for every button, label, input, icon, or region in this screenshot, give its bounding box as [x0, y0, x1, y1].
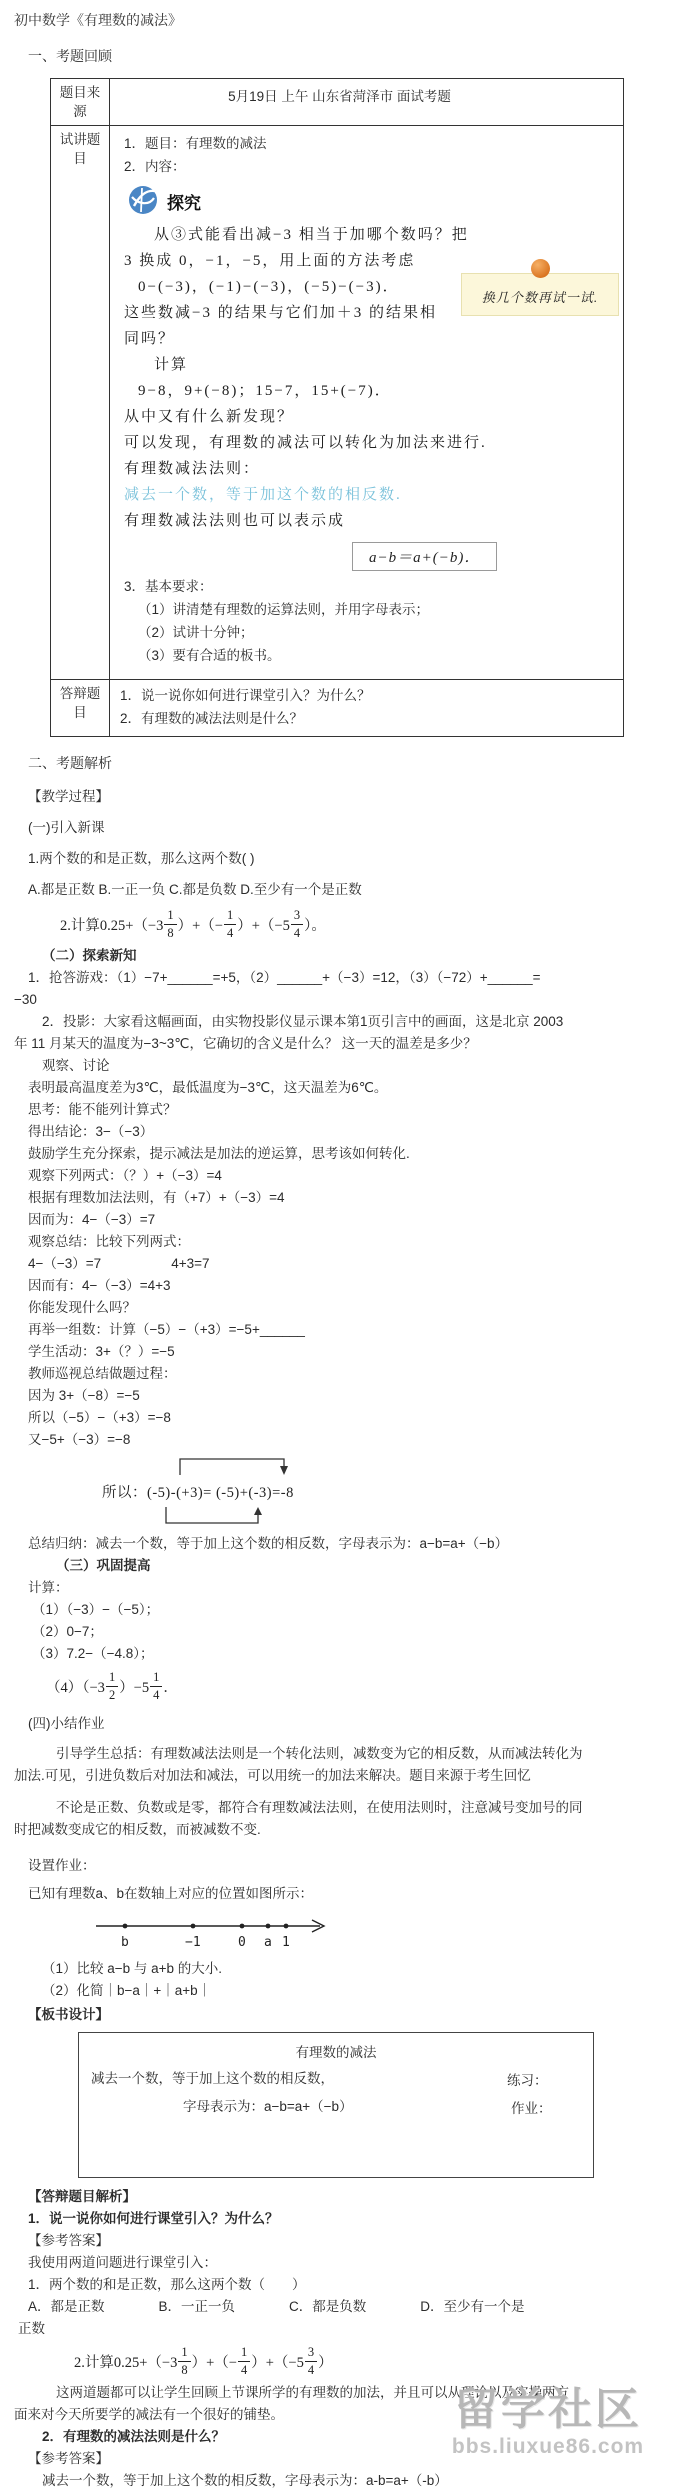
process-line: −30 — [14, 992, 37, 1007]
homework-item: （1）比较 a−b 与 a+b 的大小. — [42, 1961, 223, 1976]
homework-intro: 已知有理数a、b在数轴上对应的位置如图所示： — [28, 1886, 314, 1901]
excerpt-line: 从③式能看出减−3 相当于加哪个数吗？把 — [154, 227, 469, 243]
bottom-arrow — [162, 1503, 266, 1527]
process-line: 观察、讨论 — [42, 1058, 110, 1073]
reference-answer-label: 【参考答案】 — [28, 2451, 109, 2466]
process-line: 再举一组数：计算（−5）−（+3）=−5+______ — [28, 1322, 305, 1337]
calc-formula-2 — [74, 2346, 673, 2376]
note-paragraph-line: 不论是正数、负数或是零，都符合有理数减法法则，在使用法则时，注意减号变加号的同 — [56, 1800, 583, 1815]
answer-intro: 我使用两道问题进行课堂引入： — [28, 2255, 217, 2270]
excerpt-line: 计算 — [154, 357, 189, 373]
note-paragraph-line: 时把减数变成它的相反数，而被减数不变. — [14, 1822, 261, 1837]
math-text: ）+（− — [177, 917, 223, 934]
math-text: 2.计算0.25+（−3 — [74, 2354, 178, 2371]
defense-label: 答辩题目 — [51, 680, 110, 737]
answer-options: A．都是正数 B．一正一负 C．都是负数 D．至少有一个是 — [28, 2299, 525, 2314]
board-rule-line: 减去一个数，等于加上这个数的相反数， — [91, 2071, 334, 2086]
requirement-line: （2）试讲十分钟； — [138, 625, 254, 640]
subtraction-rule-highlight: 减去一个数，等于加这个数的相反数. — [124, 487, 402, 503]
fraction: $\frac{3}{4}$ — [305, 2346, 317, 2376]
part3-heading: （三）巩固提高 — [56, 1558, 151, 1573]
board-design-box — [78, 2032, 594, 2178]
section-heading-analysis: 二、考题解析 — [28, 755, 112, 771]
excerpt-line: 9−8，9+(−8)；15−7，15+(−7)． — [138, 383, 392, 399]
process-line: 2．投影：大家看这幅画面，由实物投影仪显示课本第1页引言中的画面，这是北京 2003 — [42, 1014, 564, 1029]
source-label: 题目来源 — [51, 79, 110, 126]
fraction: $\frac{1}{4}$ — [238, 2346, 250, 2376]
table-row — [51, 79, 624, 126]
defense-analysis-heading: 【答辩题目解析】 — [28, 2189, 136, 2204]
process-line: 又−5+（−3）=−8 — [28, 1432, 131, 1447]
math-text: ）−5 — [119, 1679, 150, 1696]
requirement-line: （1）讲清楚有理数的运算法则，并用字母表示； — [138, 602, 430, 617]
math-text: ）+（− — [191, 2354, 237, 2371]
part2-heading: （二）探索新知 — [42, 948, 137, 963]
process-line: 得出结论：3−（−3） — [28, 1124, 154, 1139]
exercise-4 — [46, 1671, 673, 1701]
calc-formula-1 — [60, 909, 673, 939]
defense-content-cell — [110, 680, 624, 737]
process-line: 因为 3+（−8）=−5 — [28, 1388, 140, 1403]
process-line: 你能发现什么吗？ — [28, 1300, 136, 1315]
rule-also-line: 有理数减法法则也可以表示成 — [124, 513, 346, 529]
table-row — [51, 126, 624, 680]
answer-options-wrap: 正数 — [18, 2321, 45, 2336]
process-line: 鼓励学生充分探索，提示减法是加法的逆运算，思考该如何转化. — [28, 1146, 410, 1161]
watermark-logo-text: 留学社区 — [454, 2385, 642, 2434]
process-line: 因而有：4−（−3）=4+3 — [28, 1278, 171, 1293]
comparison-right: 4+3=7 — [171, 1256, 210, 1271]
process-line: 学生活动：3+（？）=−5 — [28, 1344, 175, 1359]
comparison-line — [28, 1253, 673, 1275]
comparison-left: 4−（−3）=7 — [28, 1256, 102, 1271]
part4-heading: (四)小结作业 — [28, 1716, 105, 1731]
excerpt-line: 同吗？ — [124, 331, 176, 347]
trial-content-cell — [110, 126, 624, 680]
answer-question: 1．两个数的和是正数，那么这两个数（ ） — [28, 2277, 306, 2292]
excerpt-line: 0−(−3)，(−1)−(−3)，(−5)−(−3)． — [138, 279, 400, 295]
fraction: $\frac{1}{4}$ — [150, 1671, 162, 1701]
math-text: 2.计算0.25+（−3 — [60, 917, 164, 934]
excerpt-line: 3 换成 0，−1，−5，用上面的方法考虑 — [124, 253, 416, 269]
transformation-diagram — [102, 1455, 422, 1533]
board-formula-line: 字母表示为：a−b=a+（−b） — [183, 2099, 353, 2114]
math-text: ）。 — [304, 917, 326, 934]
board-practice-label: 练习： — [507, 2073, 548, 2088]
math-text: （4）（−3 — [46, 1679, 105, 1696]
summary-paragraph-line: 引导学生总括：有理数减法法则是一个转化法则，减数变为它的相反数，从而减法转化为 — [56, 1746, 583, 1761]
numberline-label: 1 — [282, 1935, 290, 1950]
process-heading: 【教学过程】 — [28, 789, 109, 804]
numberline-label: −1 — [185, 1935, 201, 1950]
summary-paragraph-line: 加法.可见，引进负数后对加法和减法，可以用统一的加法来解决。题目来源于考生回忆 — [14, 1768, 531, 1783]
fraction: $\frac{1}{8}$ — [164, 909, 176, 939]
homework-item: （2）化简｜b−a｜+｜a+b｜ — [42, 1983, 212, 1998]
explore-header — [128, 185, 611, 218]
numberline-label: b — [121, 1935, 129, 1950]
process-line: 观察下列两式：（？）+（−3）=4 — [28, 1168, 222, 1183]
exercise-line: （1）（−3）−（−5）； — [32, 1602, 160, 1617]
math-text: ． — [163, 1679, 178, 1696]
process-line: 观察总结：比较下列两式： — [28, 1234, 190, 1249]
process-line: 教师巡视总结做题过程： — [28, 1366, 177, 1381]
part1-heading: (一)引入新课 — [28, 820, 105, 835]
exercise-line: （3）7.2−（−4.8）； — [32, 1646, 154, 1661]
answer-note-line: 面来对今天所要学的减法有一个很好的铺垫。 — [14, 2407, 284, 2422]
answer-2: 减去一个数，等于加上这个数的相反数，字母表示为：a-b=a+（-b） — [42, 2473, 448, 2488]
requirement-line: （3）要有合适的板书。 — [138, 648, 281, 663]
homework-label: 设置作业： — [28, 1858, 96, 1873]
fraction: $\frac{1}{2}$ — [106, 1671, 118, 1701]
board-homework-label: 作业： — [511, 2101, 552, 2116]
process-line: 思考：能不能列计算式？ — [28, 1102, 177, 1117]
excerpt-line: 可以发现，有理数的减法可以转化为加法来进行. — [124, 435, 487, 451]
defense-question-2: 2．有理数的减法法则是什么？ — [42, 2429, 226, 2444]
fraction: $\frac{1}{4}$ — [224, 909, 236, 939]
source-value: 5月19日 上午 山东省菏泽市 面试考题 — [110, 79, 624, 126]
watermark-url: bbs.liuxue86.com — [451, 2435, 645, 2458]
defense-item: 1．说一说你如何进行课堂引入？为什么？ — [120, 688, 371, 703]
trial-item-1: 1．题目：有理数的减法 — [124, 136, 267, 151]
section-heading-review: 一、考题回顾 — [28, 48, 112, 64]
trial-label: 试讲题目 — [51, 126, 110, 680]
process-line: 因而为：4−（−3）=7 — [28, 1212, 156, 1227]
top-arrow — [176, 1455, 292, 1477]
reference-answer-label: 【参考答案】 — [28, 2233, 109, 2248]
process-line: 1．抢答游戏：（1）−7+______=+5，（2）______+（−3）=12，（3）（−72）+______= — [28, 970, 541, 985]
excerpt-line: 从中又有什么新发现？ — [124, 409, 295, 425]
number-line-figure — [92, 1913, 673, 1956]
exam-review-table — [50, 78, 624, 737]
fraction: $\frac{1}{8}$ — [178, 2346, 190, 2376]
math-text: ） — [318, 2354, 333, 2371]
defense-question-1: 1．说一说你如何进行课堂引入？为什么？ — [28, 2211, 279, 2226]
trial-item-2: 2．内容： — [124, 159, 186, 174]
explore-title: 探究 — [167, 194, 201, 213]
summary-line: 总结归纳：减去一个数，等于加上这个数的相反数，字母表示为：a−b=a+（−b） — [28, 1536, 509, 1551]
board-design-heading: 【板书设计】 — [28, 2007, 109, 2022]
note-ball-icon — [531, 259, 550, 278]
margin-note — [461, 259, 619, 316]
numberline-label: a — [264, 1935, 272, 1950]
defense-item: 2．有理数的减法法则是什么？ — [120, 711, 304, 726]
math-text: ）+（−5 — [251, 2354, 304, 2371]
exercise-line: （2）0−7； — [32, 1624, 103, 1639]
process-line: 表明最高温度差为3℃，最低温度为−3℃，这天温差为6℃。 — [28, 1080, 388, 1095]
process-line: 年 11 月某天的温度为−3~3℃，它确切的含义是什么？ 这一天的温差是多少？ — [14, 1036, 477, 1051]
intro-question: 1.两个数的和是正数，那么这两个数( ) — [28, 851, 255, 866]
formula-box: a−b＝a+(−b)． — [352, 542, 497, 571]
answer-note-line: 这两道题都可以让学生回顾上节课所学的有理数的加法，并且可以从理论以及实操两方 — [56, 2385, 569, 2400]
math-text: ）+（−5 — [237, 917, 290, 934]
process-line: 根据有理数加法法则，有（+7）+（−3）=4 — [28, 1190, 285, 1205]
note-text: 换几个数再试一试. — [461, 273, 619, 316]
board-title: 有理数的减法 — [295, 2045, 377, 2060]
trial-item-3: 3．基本要求： — [124, 579, 213, 594]
excerpt-line: 有理数减法法则： — [124, 461, 261, 477]
calc-heading: 计算： — [28, 1580, 69, 1595]
diagram-expression: 所以：(-5)-(+3)= (-5)+(-3)=-8 — [102, 1485, 294, 1501]
fraction: $\frac{3}{4}$ — [291, 909, 303, 939]
numberline-label: 0 — [238, 1935, 246, 1950]
intro-options: A.都是正数 B.一正一负 C.都是负数 D.至少有一个是正数 — [28, 882, 362, 897]
explore-icon — [128, 185, 158, 218]
process-line: 所以（−5）−（+3）=−8 — [28, 1410, 171, 1425]
excerpt-line: 这些数减−3 的结果与它们加＋3 的结果相 — [124, 305, 437, 321]
table-row — [51, 680, 624, 737]
page-title: 初中数学《有理数的减法》 — [14, 12, 182, 28]
